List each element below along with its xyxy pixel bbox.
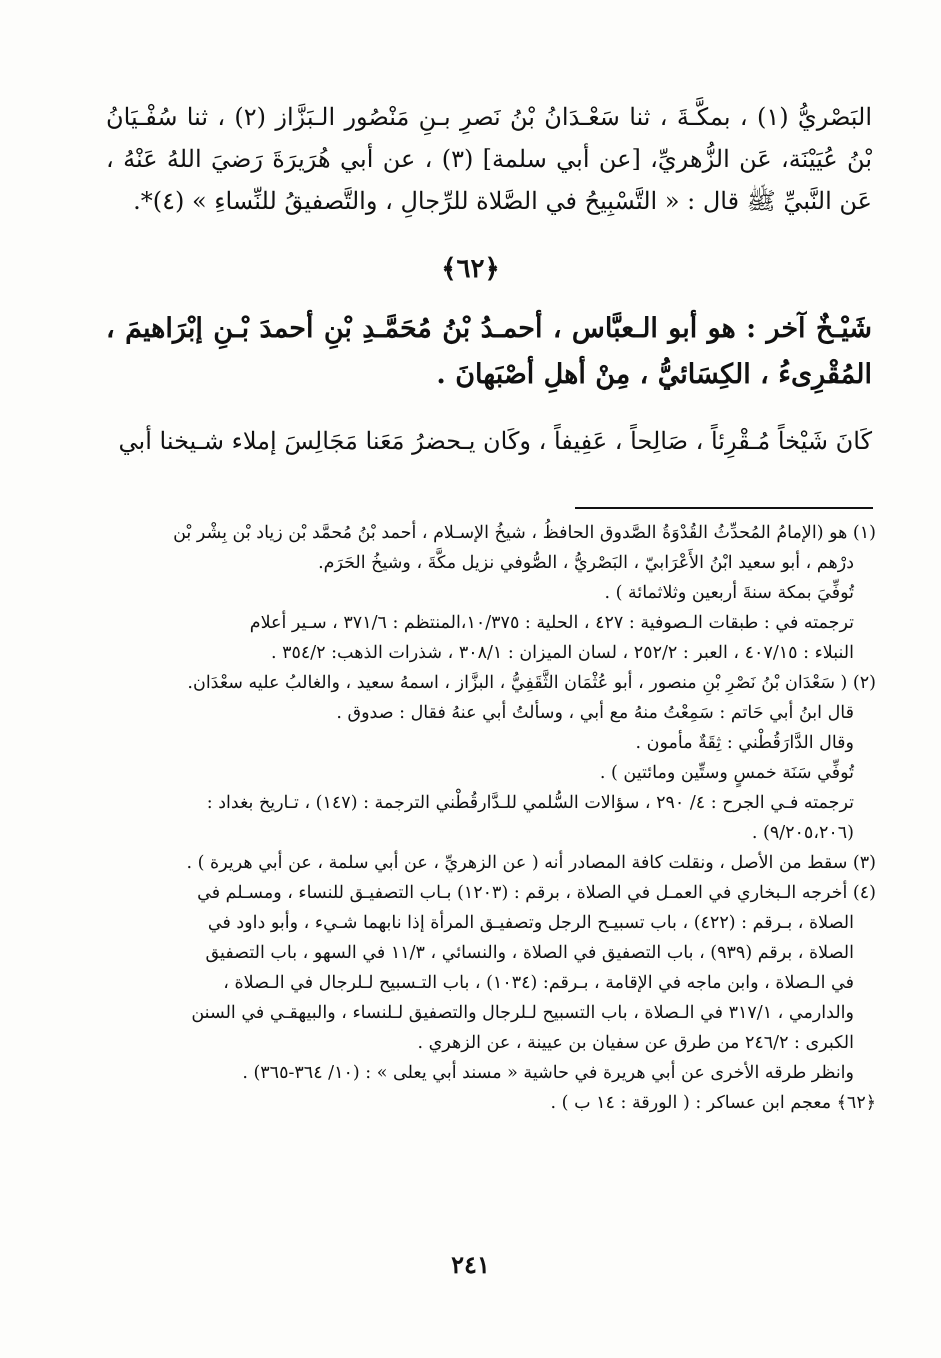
entry-number-marker: ﴿٦٢﴾ bbox=[441, 254, 500, 284]
main-paragraph-3: كَانَ شَيْخاً مُـقْرِئاً ، صَالِحاً ، عَفِيفاً ، وكَان يـحضرُ مَعَنا مَجَالِسَ إملاء شـيخنا أبي bbox=[118, 427, 872, 455]
footnote-line: (٩/٢٠٥،٢٠٦) . bbox=[751, 823, 854, 843]
footnote-line: ترجمته فـي الجرح : ٤/ ٢٩٠ ، سؤالات السُّلمي للـدَّارقُطْني الترجمة : (١٤٧) ، تـاريخ بغداد : bbox=[206, 793, 854, 813]
footnote-line: تُوفِّيَ بمكة سنةَ أربعين وثلاثمائة ) . bbox=[604, 583, 854, 603]
footnote-line: في الـصلاة ، وابن ماجه في الإقامة ، بـرقم: (١٠٣٤) ، باب التـسبيح لـلرجال في الـصلاة ، bbox=[223, 973, 854, 993]
footnote-line: ﴿٦٢﴾ معجم ابن عساكر : ( الورقة : ١٤ ب ) . bbox=[550, 1093, 876, 1113]
footnote-line: وقال الدَّارَقُطْني : ثِقَةٌ مأمون . bbox=[635, 733, 854, 753]
page-number: ٢٤١ bbox=[451, 1250, 490, 1279]
footnote-line: وانظر طرقه الأخرى عن أبي هريرة في حاشية « مسند أبي يعلى » : (١٠/ ٣٦٤-٣٦٥) . bbox=[242, 1063, 854, 1083]
footnote-line: والدارمي ، ٣١٧/١ في الـصلاة ، باب التسبيح لـلرجال والتصفيق لـلنساء ، والبيهقـي في السنن bbox=[191, 1003, 854, 1023]
footnote-line: الكبرى : ٢٤٦/٢ من طرق عن سفيان بن عيينة ، عن الزهري . bbox=[417, 1033, 854, 1053]
footnote-line: ترجمته في : طبقات الـصوفية : ٤٢٧ ، الحلية : ١٠/٣٧٥،المنتظم : ٣٧١/٦ ، سـير أعلام bbox=[249, 613, 854, 633]
footnote-line: تُوفِّي سَنَة خمسٍ وستِّين ومائتين ) . bbox=[599, 763, 854, 783]
footnote-line: قال ابنُ أبي حَاتم : سَمِعْتُ منهُ مع أبي ، وسألتُ أبي عنهُ فقال : صدوق . bbox=[336, 703, 854, 723]
entry-heading-paragraph: شَيْـخٌ آخر : هو أبو الـعبَّاس ، أحمـدُ بْنُ مُحَمَّـدِ بْنِ أحمدَ بْـنِ إبْرَاهيمَ ، المُقْرِىءُ ، الكِسَائيُّ ، مِنْ أهلِ أصْبَهانَ . bbox=[106, 313, 872, 390]
footnote-line: (٢) ( سَعْدَان بْنُ نَصْرِ بْنِ منصور ، أبو عُثْمَان الثَّقَفِيُّ ، البزَّاز ، اسمهُ سعيد ، والغالبُ عليه سعْدَان. bbox=[187, 673, 876, 693]
main-paragraph-1: البَصْريُّ (١) ، بمكَّـةَ ، ثنا سَعْـدَانُ بْنُ نَصرِ بـنِ مَنْصُور الـبَزَّاز (٢) ، ثنا سُفْـيَانُ بْنُ عُيَيْنَة، عَن الزُّهريِّ، [عن أبي سلمة] (٣) ، عن أبي هُرَيرَةَ رَضيَ اللهُ عَنْهُ ، عَن النَّبيِّ ﷺ قال : « التَّسْبِيحُ في الصَّلاة للرِّجالِ ، والتَّصفيقُ للنِّساءِ » (٤)*. bbox=[106, 103, 872, 215]
footnote-line: (٣) سقط من الأصل ، ونقلت كافة المصادر أنه ( عن الزهريِّ ، عن أبي سلمة ، عن أبي هريرة ) . bbox=[186, 853, 876, 873]
footnote-line: درْهم ، أبو سعيد ابْنُ الأَعْرَابيّ ، البَصْريُّ ، الصُّوفي نزيل مكَّةَ ، وشيخُ الحَرَم. bbox=[318, 553, 854, 573]
footnote-line: (٤) أخرجه الـبخاري في العمـل في الصلاة ، برقم : (١٢٠٣) بـاب التصفيـق للنساء ، ومسـلم في bbox=[197, 883, 876, 903]
footnote-line: (١) هو (الإمامُ المُحدِّثُ القُدْوَةُ الصَّدوق الحافظُ ، شيخُ الإسـلام ، أحمد بْنُ مُحمَّد بْن زياد بْن بِشْر بْن bbox=[173, 523, 876, 543]
footnotes-section bbox=[100, 518, 876, 1118]
footnote-line: الصلاة ، بـرقم : (٤٢٢) ، باب تسبيـح الرجل وتصفيـق المرأة إذا نابهما شـيء ، وأبو داود في bbox=[207, 913, 854, 933]
footnote-line: الصلاة ، برقم (٩٣٩) ، باب التصفيق في الصلاة ، والنسائي ، ١١/٣ في السهو ، باب التصفيق bbox=[205, 943, 854, 963]
footnote-separator bbox=[575, 507, 873, 509]
footnote-line: النبلاء : ٤٠٧/١٥ ، العبر : ٢٥٢/٢ ، لسان الميزان : ٣٠٨/١ ، شذرات الذهب: ٣٥٤/٢ . bbox=[270, 643, 854, 663]
